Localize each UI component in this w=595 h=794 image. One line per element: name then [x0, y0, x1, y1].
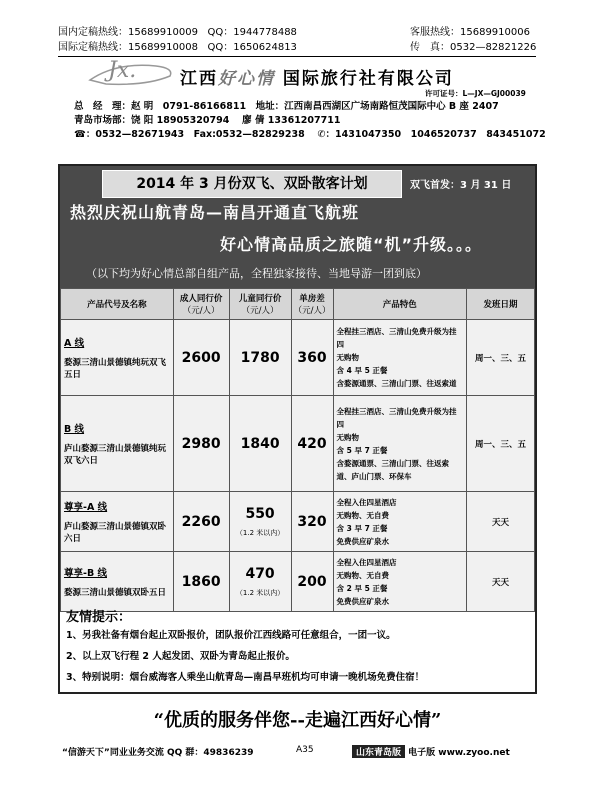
tips-title: 友情提示： — [66, 610, 132, 625]
company-logo — [86, 58, 176, 88]
header-dates: 发班日期 — [467, 289, 535, 320]
headline-primary: 热烈庆祝山航青岛—南昌开通直飞航班 — [70, 203, 360, 222]
tip-item: 1、另我社备有烟台起止双卧报价，团队报价江西线路可任意组合，一团一议。 — [66, 630, 396, 641]
footer-brand: 山东青岛版 电子版 www.zyoo.net — [352, 745, 510, 758]
tip-item: 3、特别说明：烟台威海客人乘坐山航青岛—南昌早班机均可申请一晚机场免费住宿！ — [66, 672, 425, 683]
international-hotline: 国际定稿热线：15689910008 QQ：1650624813 — [58, 42, 297, 53]
table-row — [61, 492, 535, 552]
header-adult: 成人同行价 （元/人） — [173, 289, 229, 320]
product-note: （以下均为好心情总部自组产品，全程独家接待、当地导游一团到底） — [86, 267, 427, 280]
footer-qq-group: “信游天下”同业业务交流 QQ 群：49836239 — [62, 748, 254, 758]
child-price: 1780 — [229, 320, 291, 396]
table-row — [61, 320, 535, 396]
fax-line: 传 真：0532—82821226 — [410, 42, 537, 53]
single-supplement: 360 — [291, 320, 333, 396]
features-cell: 全程挂三酒店、三清山免费升级为挂四 无购物 含 4 早 5 正餐 含婺源通票、三清山门票、往返索道 — [333, 320, 467, 396]
logo-script: Jx. — [108, 58, 137, 83]
table-header-row — [61, 289, 535, 320]
product-cell: B 线 庐山婺源三清山景德镇纯玩双飞六日 — [61, 396, 174, 492]
features-cell: 全程入住四星酒店 无购物、无自费 含 3 早 7 正餐 免费供应矿泉水 — [333, 492, 467, 552]
header-divider — [58, 56, 536, 57]
adult-price: 1860 — [173, 552, 229, 612]
child-price: 550 （1.2 米以内） — [229, 492, 291, 552]
adult-price: 2260 — [173, 492, 229, 552]
headline-secondary: 好心情高品质之旅随“机”升级。。。 — [220, 235, 483, 254]
license-number: 许可证号：L—JX—GJ00039 — [425, 89, 526, 98]
service-hotline: 客服热线：15689910006 — [410, 27, 530, 38]
single-supplement: 420 — [291, 396, 333, 492]
header-child: 儿童同行价 （元/人） — [229, 289, 291, 320]
friendly-tips — [66, 606, 532, 688]
plan-banner: 2014 年 3 月份双飞、双卧散客计划 — [102, 170, 402, 198]
departure-days: 天天 — [467, 552, 535, 612]
company-name: 江西好心情 国际旅行社有限公司 — [180, 69, 454, 89]
adult-price: 2600 — [173, 320, 229, 396]
header-features: 产品特色 — [333, 289, 467, 320]
departure-days: 天天 — [467, 492, 535, 552]
contact-phones: ☎：0532—82671943 Fax:0532—82829238 ✆：1431047350 1046520737 843451072 — [74, 129, 546, 140]
tip-item: 2、以上双飞行程 2 人起发团、双卧为青岛起止报价。 — [66, 651, 295, 662]
product-cell: A 线 婺源三清山景德镇纯玩双飞五日 — [61, 320, 174, 396]
domestic-hotline: 国内定稿热线：15689910009 QQ：1944778488 — [58, 27, 297, 38]
promo-header — [60, 166, 535, 288]
departure-days: 周一、三、五 — [467, 396, 535, 492]
itinerary-panel — [58, 164, 537, 694]
table-row — [61, 396, 535, 492]
header-single: 单房差 （元/人） — [291, 289, 333, 320]
child-price: 1840 — [229, 396, 291, 492]
first-flight-date: 双飞首发：3 月 31 日 — [410, 180, 512, 191]
single-supplement: 200 — [291, 552, 333, 612]
features-cell: 全程挂三酒店、三清山免费升级为挂四 无购物 含 5 早 7 正餐 含婺源通票、三清山门票、往返索道、庐山门票、环保车 — [333, 396, 467, 492]
adult-price: 2980 — [173, 396, 229, 492]
features-cell: 全程入住四星酒店 无购物、无自费 含 2 早 5 正餐 免费供应矿泉水 — [333, 552, 467, 612]
single-supplement: 320 — [291, 492, 333, 552]
departure-days: 周一、三、五 — [467, 320, 535, 396]
price-table — [60, 288, 535, 612]
product-cell: 尊享-B 线 婺源三清山景德镇双卧五日 — [61, 552, 174, 612]
slogan: “优质的服务伴您--走遍江西好心情” — [153, 710, 442, 731]
child-price: 470 （1.2 米以内） — [229, 552, 291, 612]
header-product: 产品代号及名称 — [61, 289, 174, 320]
contact-manager: 总 经 理：赵 明 0791-86166811 地址：江西南昌西湖区广场南路恒茂国际中心 B 座 2407 — [74, 101, 499, 112]
product-cell: 尊享-A 线 庐山婺源三清山景德镇双卧六日 — [61, 492, 174, 552]
page-number: A35 — [296, 745, 314, 755]
contact-market: 青岛市场部：饶 阳 18905320794 廖 倩 13361207711 — [74, 115, 341, 126]
table-row — [61, 552, 535, 612]
